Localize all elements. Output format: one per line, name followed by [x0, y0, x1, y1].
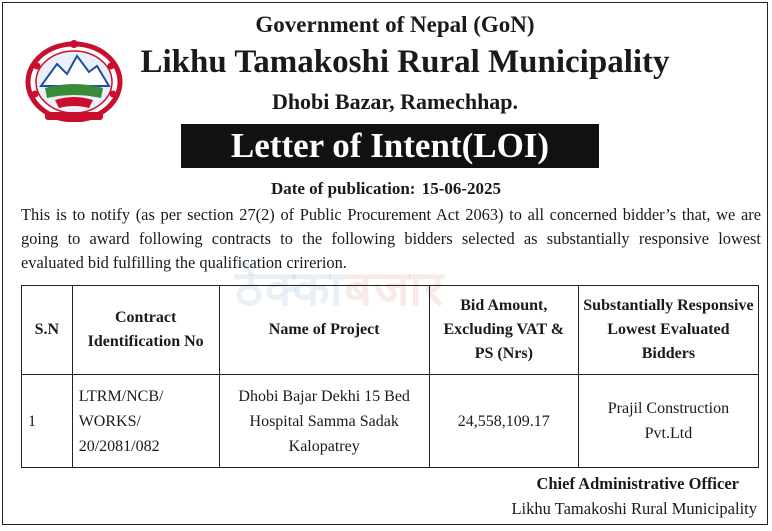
intro-paragraph: This is to notify (as per section 27(2) of Public Procurement Act 2063) to all concerned bidder’s that, we are going to award following contracts to the following bidders selected as substantially responsive lowest evaluated bid fulfilling the qualification crirerion.: [21, 205, 761, 272]
header-bid-amount: Bid Amount, Excluding VAT & PS (Nrs): [429, 286, 578, 375]
header-contract-id: Contract Identification No: [72, 286, 219, 375]
contract-id-line: WORKS/: [78, 412, 141, 430]
address-heading: Dhobi Bazar, Ramechhap.: [271, 89, 519, 114]
cell-sn: 1: [22, 375, 73, 468]
contract-table: [21, 285, 759, 468]
watermark-part-2: बजार: [344, 261, 446, 317]
watermark-part-1: ठेक्का: [235, 261, 345, 317]
government-heading: Government of Nepal (GoN): [255, 12, 535, 37]
table-row: [22, 375, 759, 468]
header-project: Name of Project: [219, 286, 429, 375]
contract-id-line: LTRM/NCB/: [78, 387, 164, 405]
signatory-office: Likhu Tamakoshi Rural Municipality: [511, 499, 757, 518]
signatory-title: Chief Administrative Officer: [536, 474, 739, 493]
header-bidder: Substantially Responsive Lowest Evaluated Bidders: [578, 286, 758, 375]
cell-contract-id: [72, 375, 219, 468]
publication-value: 15-06-2025: [421, 179, 502, 198]
cell-bid-amount: 24,558,109.17: [429, 375, 578, 468]
publication-label: Date of publication:: [270, 179, 416, 198]
cell-project: Dhobi Bajar Dekhi 15 Bed Hospital Samma Sadak Kalopatrey: [219, 375, 429, 468]
municipality-heading: Likhu Tamakoshi Rural Municipality: [140, 44, 670, 80]
table-header-row: [22, 286, 759, 375]
cell-bidder: Prajil Construction Pvt.Ltd: [578, 375, 758, 468]
contract-id-line: 20/2081/082: [78, 437, 160, 455]
letter-title: Letter of Intent(LOI): [181, 124, 599, 168]
publication-date: [3, 179, 767, 199]
loi-notice: [2, 2, 768, 525]
header-sn: S.N: [22, 286, 73, 375]
